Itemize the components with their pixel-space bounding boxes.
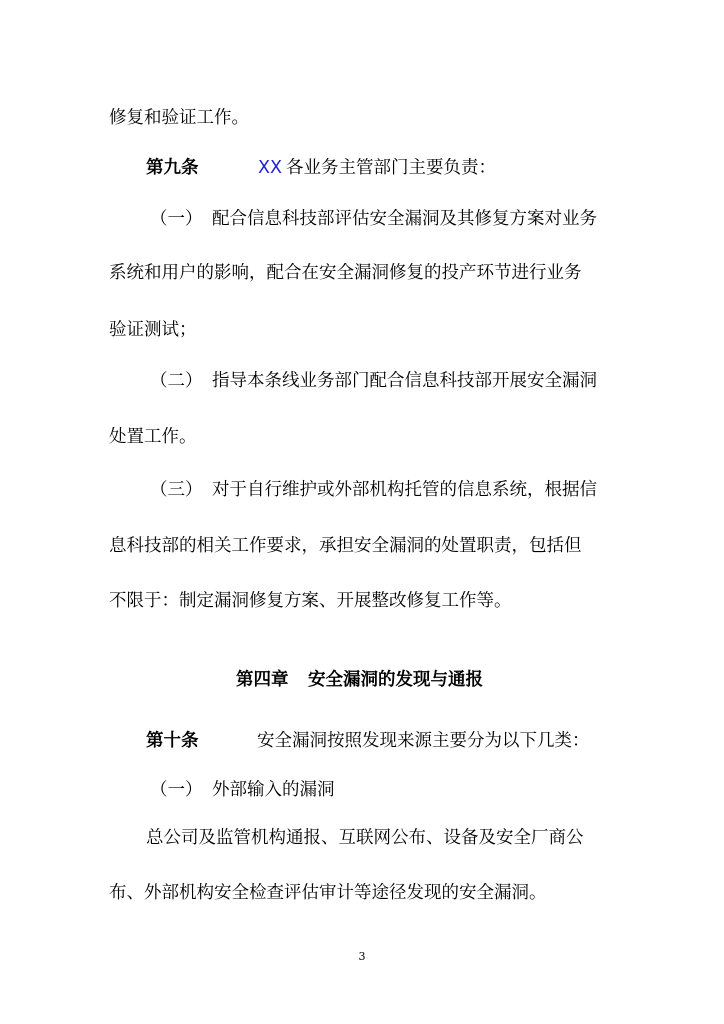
article-9-text: 各业务主管部门主要负责：	[286, 158, 496, 178]
chapter-label: 第四章	[236, 670, 289, 690]
article-10-text: 安全漏洞按照发现来源主要分为以下几类：	[257, 731, 590, 751]
item-number: （一）	[150, 780, 203, 800]
paragraph-line: 布、外部机构安全检查评估审计等途径发现的安全漏洞。	[109, 883, 547, 903]
item-title: 外部输入的漏洞	[212, 780, 335, 800]
item-text-line: 对于自行维护或外部机构托管的信息系统，根据信	[212, 480, 597, 500]
item-number: （三）	[150, 480, 203, 500]
article-10-label: 第十条	[146, 731, 199, 751]
paragraph-line: 总公司及监管机构通报、互联网公布、设备及安全厂商公	[146, 828, 584, 848]
chapter-title: 安全漏洞的发现与通报	[308, 670, 483, 690]
item-text-line: 不限于：制定漏洞修复方案、开展整改修复工作等。	[109, 591, 512, 611]
org-placeholder: XX	[258, 158, 282, 178]
item-number: （一）	[150, 209, 203, 229]
item-text-line: 系统和用户的影响，配合在安全漏洞修复的投产环节进行业务	[109, 263, 582, 283]
item-text-line: 处置工作。	[109, 427, 197, 447]
continuation-text: 修复和验证工作。	[109, 108, 249, 128]
item-number: （二）	[150, 371, 203, 391]
item-text-line: 验证测试；	[109, 320, 197, 340]
article-9-label: 第九条	[146, 158, 199, 178]
item-text-line: 息科技部的相关工作要求，承担安全漏洞的处置职责，包括但	[109, 536, 582, 556]
item-text-line: 指导本条线业务部门配合信息科技部开展安全漏洞	[212, 371, 597, 391]
item-text-line: 配合信息科技部评估安全漏洞及其修复方案对业务	[212, 209, 597, 229]
page-number: 3	[358, 950, 366, 963]
